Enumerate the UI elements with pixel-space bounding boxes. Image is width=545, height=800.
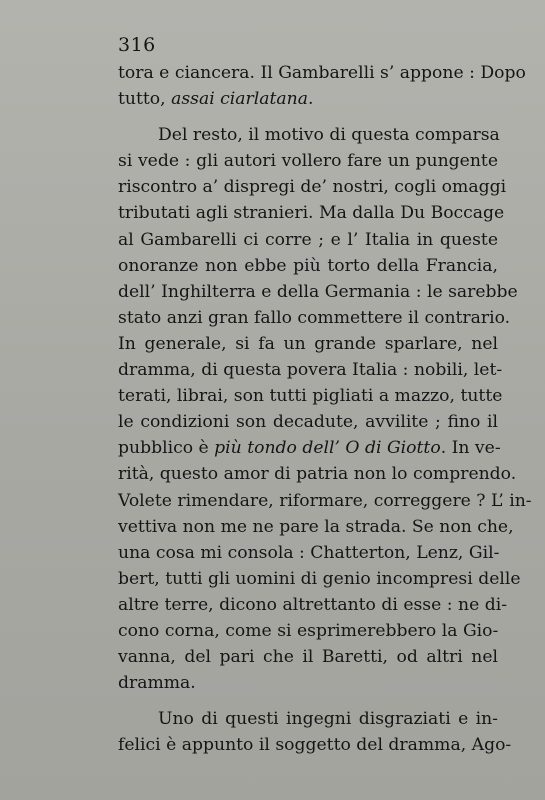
text-line: stato anzi gran fallo commettere il contrario.: [118, 307, 511, 328]
text-run: pubblico è: [118, 438, 215, 459]
text-line: riscontro a’ dispregi de’ nostri, cogli omaggi: [118, 177, 507, 198]
text-line: una cosa mi consola : Chatterton, Lenz, Gil-: [118, 542, 500, 563]
text-line: altre terre, dicono altrettanto di esse : ne di-: [118, 594, 508, 615]
text-line: Del resto, il motivo di questa comparsa: [158, 125, 500, 146]
text-line: Volete rimendare, riformare, correggere ? L’ in-: [118, 490, 532, 511]
text-line: rità, questo amor di patria non lo comprendo.: [118, 464, 517, 485]
text-line: dramma.: [118, 673, 196, 694]
text-line: vettiva non me ne pare la strada. Se non che,: [118, 516, 514, 537]
text-line: dell’ Inghilterra e della Germania : le sarebbe: [118, 281, 518, 302]
paragraph-gap: [118, 696, 498, 706]
text-line: In generale, si fa un grande sparlare, nel: [118, 333, 498, 354]
text-line: bert, tutti gli uomini di genio incompresi delle: [118, 568, 521, 589]
text-line: si vede : gli autori vollero fare un pungente: [118, 151, 498, 172]
text-line: Uno di questi ingegni disgraziati e in-: [158, 709, 498, 730]
text-line: cono corna, come si esprimerebbero la Gio-: [118, 620, 499, 641]
paragraph-gap: [118, 112, 498, 122]
body-text: [118, 60, 532, 758]
text-line: tributati agli stranieri. Ma dalla Du Boccage: [118, 203, 505, 224]
text-line: tora e ciancera. Il Gambarelli s’ appone : Dopo: [118, 63, 526, 83]
text-line: onoranze non ebbe più torto della Francia,: [118, 255, 498, 276]
text-line: le condizioni son decadute, avvilite ; fino il: [118, 412, 498, 433]
text-line: [118, 435, 501, 461]
text-run: . In ve-: [440, 438, 501, 459]
text-run: tutto,: [118, 89, 172, 110]
italic-phrase: più tondo dell’ O di Giotto: [214, 438, 441, 459]
italic-phrase: assai ciarlatana: [171, 89, 308, 110]
text-run: .: [307, 89, 314, 110]
text-line: al Gambarelli ci corre ; e l’ Italia in queste: [118, 229, 498, 250]
page-number: 316: [118, 34, 156, 56]
text-line: terati, librai, son tutti pigliati a mazzo, tutte: [118, 386, 503, 407]
text-line: vanna, del pari che il Baretti, od altri nel: [118, 647, 498, 668]
text-line: dramma, di questa povera Italia : nobili, let-: [118, 360, 503, 381]
text-line: [118, 86, 498, 112]
text-line: felici è appunto il soggetto del dramma, Ago-: [118, 735, 512, 756]
